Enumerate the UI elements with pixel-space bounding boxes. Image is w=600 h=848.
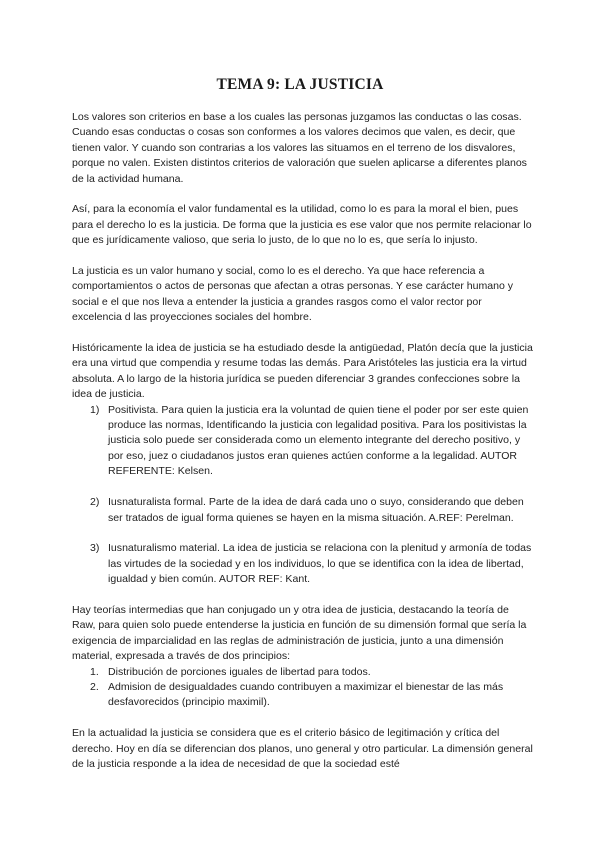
paragraph-economy: Así, para la economía el valor fundamental es la utilidad, como lo es para la moral el bien, pues para el derecho lo es la justicia. De forma que la justicia es ese valor que nos permite relacionar lo que es jurídicamente valioso, que seria lo justo, de lo que no lo es, que sería lo injusto.	[72, 203, 532, 247]
list-item-number: 1.	[90, 665, 99, 678]
list-item-number: 2.	[90, 680, 99, 693]
list-item-number: 3)	[90, 542, 100, 555]
paragraph-human-social: La justicia es un valor humano y social, como lo es el derecho. Ya que hace referencia a comportamientos o actos de personas que afectan a otras personas. Y ese carácter humano y social e el que nos lleva a entender la justicia a grandes rasgos como el valor rector por excelencia d las proyecciones sociales del hombre.	[72, 265, 514, 324]
list-item-text: Iusnaturalismo material. La idea de justicia se relaciona con la plenitud y armonía de todas las virtudes de la sociedad y en los individuos, lo que se identifica con la idea de libertad, igualdad y bien común. AUTOR REF: Kant.	[108, 542, 532, 586]
paragraph-intermediate-theories: Hay teorías intermedias que han conjugado un y otra idea de justicia, destacando la teoría de Raw, para quien solo puede entenderse la justicia en función de su dimensión formal que sería la exigencia de imparcialidad en las reglas de administración de justicia, junto a una dimensión material, expresada a través de dos principios:	[72, 603, 527, 663]
page-title: TEMA 9: LA JUSTICIA	[216, 76, 384, 93]
list-item	[72, 495, 534, 526]
document-body	[72, 110, 534, 772]
list-item	[72, 680, 534, 711]
justice-conceptions-list	[72, 403, 534, 588]
list-item	[72, 403, 534, 480]
list-item	[72, 665, 534, 680]
list-item-text: Iusnaturalista formal. Parte de la idea de dará cada uno o suyo, considerando que deben ser tratados de igual forma quienes se hayen en la misma situación. A.REF: Perelman.	[108, 496, 524, 524]
paragraph-values: Los valores son criterios en base a los cuales las personas juzgamos las conductas o las cosas. Cuando esas conductas o cosas son conformes a los valores decimos que valen, es decir, que tienen valor. Y cuando son contrarias a los valores las situamos en el terreno de los disvalores, porque no valen. Existen distintos criterios de valoración que suelen aplicarse a diferentes planos de la actividad humana.	[72, 111, 527, 185]
paragraph-current: En la actualidad la justicia se considera que es el criterio básico de legitimación y crítica del derecho. Hoy en día se diferencian dos planos, uno general y otro particular. La dimensión general de la justicia responde a la idea de necesidad de que la sociedad esté	[72, 727, 533, 770]
list-item-text: Positivista. Para quien la justicia era la voluntad de quien tiene el poder por ser este quien produce las normas, Identificando la justicia con legalidad positiva. Para los positivistas la justicia solo puede ser considerada como un elemento integrante del derecho positivo, y por eso, juez o ciudadanos justos eran quienes actúen conforme a la legalidad. AUTOR REFERENTE: Kelsen.	[108, 403, 529, 478]
list-item-number: 1)	[90, 403, 100, 416]
list-item	[72, 541, 534, 587]
principles-list	[72, 665, 534, 711]
paragraph-history: Históricamente la idea de justicia se ha estudiado desde la antigüedad, Platón decía que la justicia era una virtud que compendia y resume todas las demás. Para Aristóteles las justicia era la virtud absoluta. A lo largo de la historia jurídica se pueden diferenciar 3 grandes confecciones sobre la idea de justicia.	[72, 342, 533, 401]
list-item-number: 2)	[90, 496, 100, 509]
list-item-text: Admision de desigualdades cuando contribuyen a maximizar el bienestar de las más desfavorecidos (principio maximil).	[108, 680, 504, 709]
list-item-text: Distribución de porciones iguales de libertad para todos.	[108, 665, 371, 678]
